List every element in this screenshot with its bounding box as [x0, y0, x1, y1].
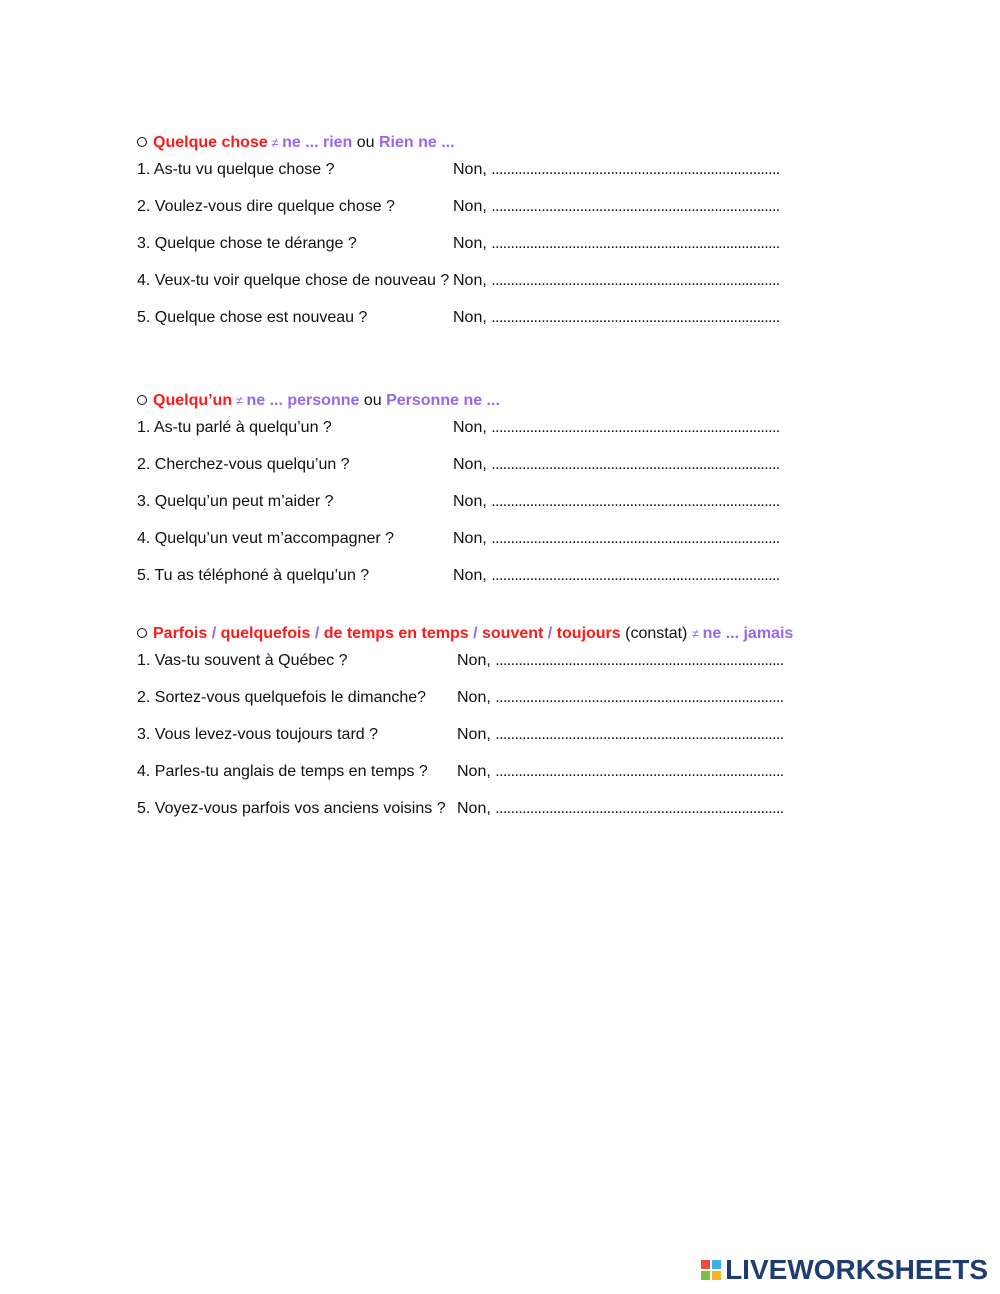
- question-text: 4. Veux-tu voir quelque chose de nouveau ?: [137, 272, 450, 289]
- answer-dotted-line: ...........................................................................: [491, 272, 780, 289]
- answer-prefix: Non,: [453, 493, 492, 510]
- answer-blank[interactable]: [457, 800, 784, 818]
- answer-dotted-line: ...........................................................................: [495, 726, 784, 743]
- heading-part: souvent: [482, 625, 544, 642]
- answer-dotted-line: ...........................................................................: [491, 493, 780, 510]
- question-text: 4. Quelqu’un veut m’accompagner ?: [137, 530, 395, 547]
- answer-blank[interactable]: [453, 567, 780, 585]
- exercise-row: [137, 689, 877, 726]
- logo-blocks-icon: [701, 1260, 721, 1280]
- exercise-row: [137, 763, 877, 800]
- section-heading: [137, 623, 877, 645]
- answer-prefix: Non,: [457, 726, 496, 743]
- heading-part: ne ... jamais: [702, 625, 794, 642]
- answer-prefix: Non,: [457, 652, 496, 669]
- question-text: 5. Voyez-vous parfois vos anciens voisins ?: [137, 800, 446, 817]
- section-frequence: [137, 623, 877, 837]
- question-text: 3. Quelqu’un peut m’aider ?: [137, 493, 334, 510]
- question-text: 2. Sortez-vous quelquefois le dimanche?: [137, 689, 427, 706]
- answer-dotted-line: ...........................................................................: [491, 309, 780, 326]
- answer-prefix: Non,: [453, 272, 492, 289]
- answer-prefix: Non,: [453, 530, 492, 547]
- heading-part: ou: [352, 134, 379, 151]
- question-text: 3. Quelque chose te dérange ?: [137, 235, 357, 252]
- answer-prefix: Non,: [453, 456, 492, 473]
- answer-dotted-line: ...........................................................................: [495, 800, 784, 817]
- exercise-row: [137, 309, 877, 346]
- answer-prefix: Non,: [457, 800, 496, 817]
- exercise-row: [137, 456, 877, 493]
- answer-dotted-line: ...........................................................................: [491, 198, 780, 215]
- question-text: 1. As-tu parlé à quelqu’un ?: [137, 419, 332, 436]
- exercise-list: [137, 652, 877, 837]
- answer-prefix: Non,: [453, 235, 492, 252]
- answer-dotted-line: ...........................................................................: [491, 419, 780, 436]
- question-text: 2. Cherchez-vous quelqu’un ?: [137, 456, 350, 473]
- answer-blank[interactable]: [453, 309, 780, 327]
- heading-part: Rien ne ...: [379, 134, 455, 151]
- bullet-circle-icon: [137, 137, 147, 147]
- answer-blank[interactable]: [457, 652, 784, 670]
- question-text: 3. Vous levez-vous toujours tard ?: [137, 726, 379, 743]
- heading-part: de temps en temps: [323, 625, 469, 642]
- heading-part: ≠: [267, 135, 283, 150]
- answer-blank[interactable]: [453, 530, 780, 548]
- heading-part: ou: [359, 392, 387, 409]
- question-text: 5. Quelque chose est nouveau ?: [137, 309, 368, 326]
- heading-part: Parfois: [153, 625, 208, 642]
- exercise-list: [137, 419, 877, 604]
- exercise-row: [137, 198, 877, 235]
- exercise-row: [137, 493, 877, 530]
- answer-blank[interactable]: [453, 198, 780, 216]
- exercise-row: [137, 800, 877, 837]
- answer-prefix: Non,: [453, 419, 492, 436]
- heading-part: ne ... rien: [282, 134, 353, 151]
- answer-prefix: Non,: [453, 161, 492, 178]
- answer-blank[interactable]: [453, 419, 780, 437]
- question-text: 1. As-tu vu quelque chose ?: [137, 161, 335, 178]
- answer-dotted-line: ...........................................................................: [491, 235, 780, 252]
- exercise-row: [137, 235, 877, 272]
- bullet-circle-icon: [137, 395, 147, 405]
- section-quelquun: [137, 390, 877, 604]
- heading-part: ne ... personne: [246, 392, 360, 409]
- answer-dotted-line: ...........................................................................: [491, 456, 780, 473]
- answer-blank[interactable]: [453, 235, 780, 253]
- heading-part: Personne ne ...: [386, 392, 500, 409]
- question-text: 2. Voulez-vous dire quelque chose ?: [137, 198, 395, 215]
- heading-part: ≠: [691, 626, 703, 641]
- section-heading: [137, 132, 877, 154]
- answer-blank[interactable]: [457, 689, 784, 707]
- heading-part: toujours: [556, 625, 621, 642]
- answer-prefix: Non,: [453, 567, 492, 584]
- answer-blank[interactable]: [453, 161, 780, 179]
- answer-blank[interactable]: [457, 726, 784, 744]
- heading-part: ≠: [232, 393, 247, 408]
- answer-prefix: Non,: [453, 309, 492, 326]
- exercise-row: [137, 419, 877, 456]
- heading-part: /: [543, 625, 557, 642]
- heading-part: /: [207, 625, 221, 642]
- exercise-row: [137, 567, 877, 604]
- heading-part: Quelqu’un: [153, 392, 233, 409]
- answer-blank[interactable]: [453, 456, 780, 474]
- heading-part: quelquefois: [220, 625, 311, 642]
- logo-text: LIVEWORKSHEETS: [725, 1254, 988, 1285]
- exercise-list: [137, 161, 877, 346]
- heading-part: /: [310, 625, 324, 642]
- exercise-row: [137, 726, 877, 763]
- answer-blank[interactable]: [453, 272, 780, 290]
- exercise-row: [137, 272, 877, 309]
- answer-dotted-line: ...........................................................................: [491, 567, 780, 584]
- answer-dotted-line: ...........................................................................: [495, 652, 784, 669]
- exercise-row: [137, 530, 877, 567]
- answer-prefix: Non,: [457, 763, 496, 780]
- heading-part: Quelque chose: [153, 134, 268, 151]
- answer-prefix: Non,: [457, 689, 496, 706]
- answer-dotted-line: ...........................................................................: [495, 763, 784, 780]
- bullet-circle-icon: [137, 628, 147, 638]
- answer-dotted-line: ...........................................................................: [491, 161, 780, 178]
- answer-blank[interactable]: [457, 763, 784, 781]
- answer-blank[interactable]: [453, 493, 780, 511]
- section-heading: [137, 390, 877, 412]
- heading-part: (constat): [620, 625, 692, 642]
- heading-part: /: [468, 625, 482, 642]
- exercise-row: [137, 161, 877, 198]
- question-text: 4. Parles-tu anglais de temps en temps ?: [137, 763, 428, 780]
- liveworksheets-logo: [701, 1252, 988, 1288]
- exercise-row: [137, 652, 877, 689]
- question-text: 5. Tu as téléphoné à quelqu’un ?: [137, 567, 370, 584]
- answer-dotted-line: ...........................................................................: [495, 689, 784, 706]
- question-text: 1. Vas-tu souvent à Québec ?: [137, 652, 348, 669]
- answer-prefix: Non,: [453, 198, 492, 215]
- answer-dotted-line: ...........................................................................: [491, 530, 780, 547]
- section-quelque-chose: [137, 132, 877, 346]
